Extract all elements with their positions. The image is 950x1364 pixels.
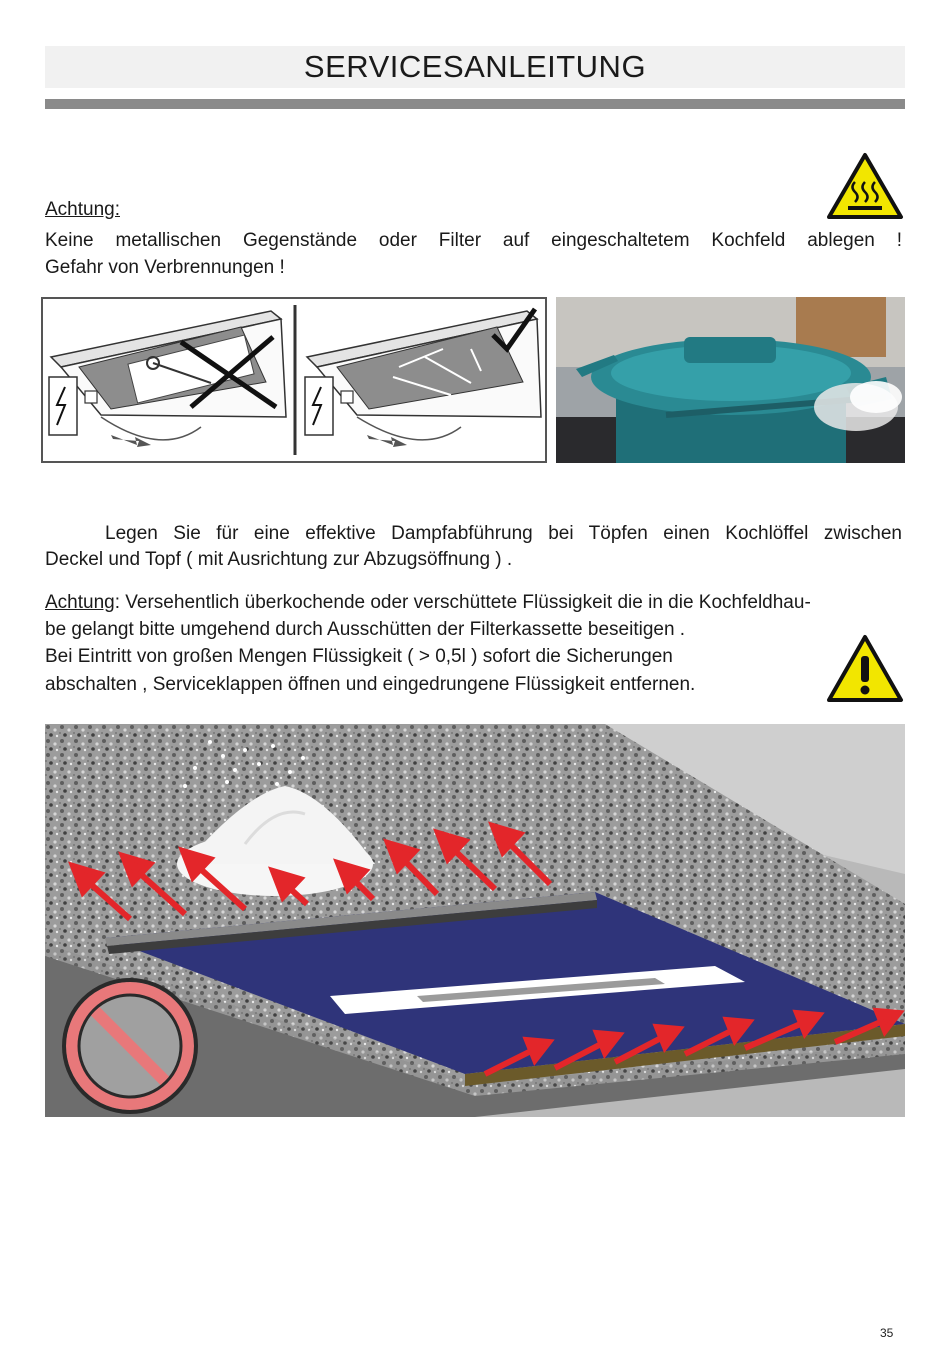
countertop-photo — [45, 724, 905, 1117]
warning-text-1-line1: Keine metallischen Gegenstände oder Filter auf eingeschaltetem Kochfeld ablegen ! — [45, 230, 902, 251]
warning-label-2: Achtung — [45, 592, 115, 613]
pot-photo — [556, 297, 905, 463]
warning-label-1: Achtung: — [45, 199, 120, 220]
tip-text-line1: Legen Sie für eine effektive Dampfabführung bei Töpfen einen Kochlöffel zwischen — [105, 523, 902, 544]
warning-text-2-line1 — [45, 589, 905, 616]
warning-text-2-line4: abschalten , Serviceklappen öffnen und eingedrungene Flüssigkeit entfernen. — [45, 674, 696, 695]
warning-text-2-line1-rest: : Versehentlich überkochende oder verschüttete Flüssigkeit die in die Kochfeldhau- — [114, 592, 811, 613]
hob-illustration — [41, 297, 547, 463]
prohibition-icon — [64, 980, 196, 1112]
warning-text-1-line2: Gefahr von Verbrennungen ! — [45, 257, 285, 278]
page-title: SERVICESANLEITUNG — [45, 46, 905, 88]
hot-surface-warning-icon — [826, 152, 904, 220]
tip-text-line2: Deckel und Topf ( mit Ausrichtung zur Abzugsöffnung ) . — [45, 549, 513, 570]
title-underline — [45, 99, 905, 109]
general-warning-icon — [826, 634, 904, 704]
warning-text-2-line3: Bei Eintritt von großen Mengen Flüssigkeit ( > 0,5l ) sofort die Sicherungen — [45, 646, 673, 667]
page-number: 35 — [880, 1326, 894, 1340]
warning-text-2-line2: be gelangt bitte umgehend durch Ausschütten der Filterkassette beseitigen . — [45, 619, 686, 640]
